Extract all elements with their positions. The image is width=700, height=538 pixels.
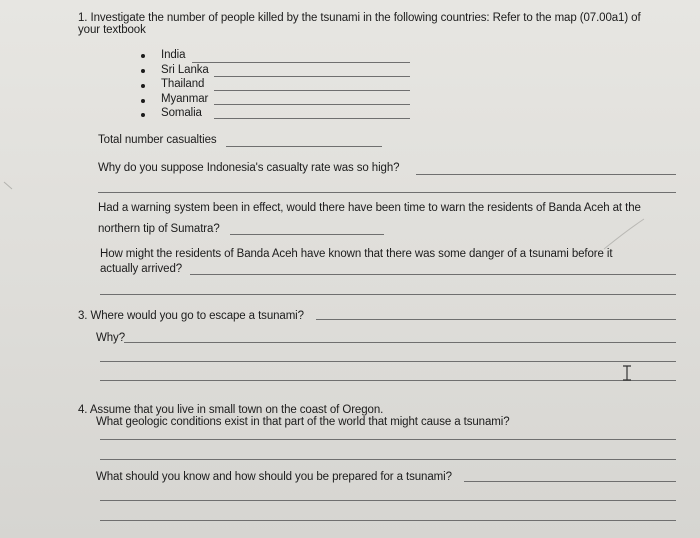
answer-line-warning[interactable] xyxy=(230,234,384,235)
answer-line-somalia[interactable] xyxy=(214,118,410,119)
answer-line-sri-lanka[interactable] xyxy=(214,76,410,77)
known-question-line2: actually arrived? xyxy=(100,263,183,275)
answer-line-thailand[interactable] xyxy=(214,90,410,91)
bullet-india xyxy=(141,54,145,58)
bullet-sri-lanka xyxy=(141,69,145,73)
total-casualties-label: Total number casualties xyxy=(98,134,217,146)
pencil-mark-icon xyxy=(600,215,650,255)
answer-line-prepared-2[interactable] xyxy=(100,500,676,501)
q4-question-line2: What geologic conditions exist in that part of the world that might cause a tsunami? xyxy=(96,416,510,428)
bullet-thailand xyxy=(141,84,145,88)
q3-why-label: Why? xyxy=(96,332,125,344)
bullet-myanmar xyxy=(141,99,145,103)
warning-question-line2: northern tip of Sumatra? xyxy=(98,223,220,235)
q1-intro-line2: your textbook xyxy=(78,24,146,36)
q4-question-line1: 4. Assume that you live in small town on the coast of Oregon. xyxy=(78,404,384,416)
pencil-mark-icon xyxy=(2,180,16,192)
answer-line-why-2[interactable] xyxy=(100,361,676,362)
q1-intro-line1: 1. Investigate the number of people killed by the tsunami in the following countries: Refer to the map (07.00a1) of xyxy=(78,12,641,24)
text-cursor-icon xyxy=(622,365,632,381)
country-myanmar: Myanmar xyxy=(161,93,209,105)
answer-line-q4-1[interactable] xyxy=(100,439,676,440)
answer-line-why-3[interactable] xyxy=(100,380,676,381)
bullet-somalia xyxy=(141,113,145,117)
answer-line-q4-2[interactable] xyxy=(100,459,676,460)
known-question-line1: How might the residents of Banda Aceh have known that there was some danger of a tsunami before it xyxy=(100,248,613,260)
answer-line-q3[interactable] xyxy=(316,319,676,320)
answer-line-why-1[interactable] xyxy=(124,342,676,343)
answer-line-prepared-3[interactable] xyxy=(100,520,676,521)
prepared-question: What should you know and how should you be prepared for a tsunami? xyxy=(96,471,452,483)
answer-line-india[interactable] xyxy=(192,62,410,63)
country-india: India xyxy=(161,49,186,61)
answer-line-prepared-1[interactable] xyxy=(464,481,676,482)
answer-line-indonesia-1[interactable] xyxy=(416,174,676,175)
country-sri-lanka: Sri Lanka xyxy=(161,64,209,76)
answer-line-indonesia-2[interactable] xyxy=(98,192,676,193)
answer-line-known-1[interactable] xyxy=(190,274,676,275)
answer-line-total[interactable] xyxy=(226,146,382,147)
q3-question: 3. Where would you go to escape a tsunami? xyxy=(78,310,304,322)
answer-line-known-2[interactable] xyxy=(100,294,676,295)
country-somalia: Somalia xyxy=(161,107,202,119)
warning-question-line1: Had a warning system been in effect, would there have been time to warn the residents of Banda Aceh at the xyxy=(98,202,641,214)
country-thailand: Thailand xyxy=(161,78,205,90)
indonesia-question: Why do you suppose Indonesia's casualty rate was so high? xyxy=(98,162,400,174)
answer-line-myanmar[interactable] xyxy=(214,104,410,105)
